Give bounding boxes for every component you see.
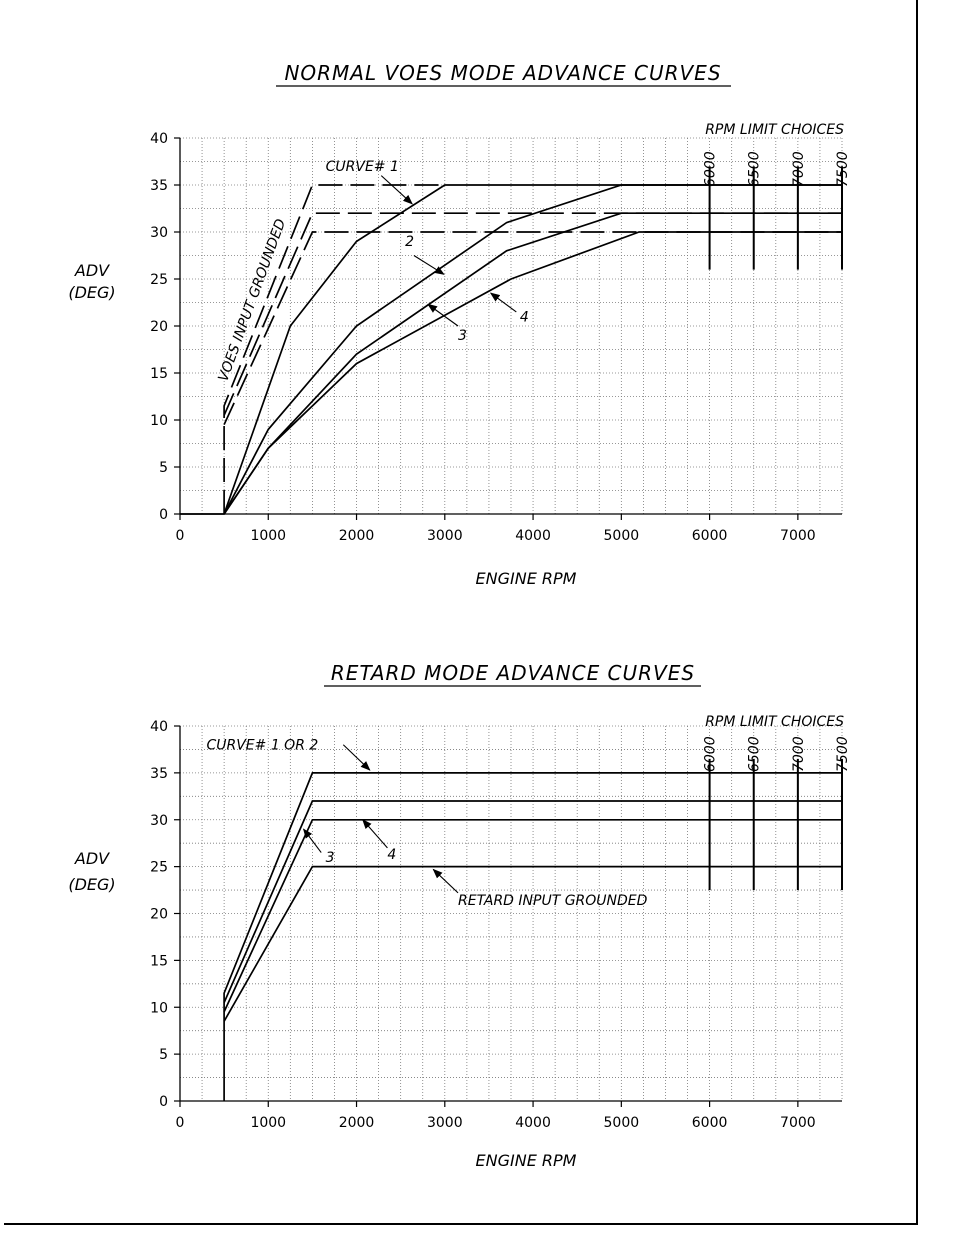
rpm-limit-title: RPM LIMIT CHOICES [705, 714, 844, 730]
annotation-label: RETARD INPUT GROUNDED [458, 893, 648, 910]
rpm-limit-label: 6500 [746, 151, 763, 187]
x-tick-label: 4000 [515, 1115, 551, 1131]
y-axis-label-line2: (DEG) [68, 875, 116, 894]
annotation-label: 4 [387, 847, 397, 864]
y-tick-label: 20 [150, 319, 168, 335]
x-tick-label: 1000 [250, 528, 287, 544]
rpm-limit-label: 6000 [702, 736, 719, 772]
y-tick-label: 30 [150, 225, 168, 241]
chart-title: RETARD MODE ADVANCE CURVES [330, 661, 696, 685]
chart-title: NORMAL VOES MODE ADVANCE CURVES [284, 61, 722, 85]
x-axis-label: ENGINE RPM [475, 569, 577, 588]
page-frame [4, 0, 918, 1225]
x-axis-label: ENGINE RPM [475, 1151, 577, 1170]
x-tick-label: 2000 [338, 1115, 375, 1131]
y-tick-label: 10 [150, 413, 168, 429]
y-axis-label-line1: ADV [74, 261, 110, 280]
y-tick-label: 15 [150, 366, 168, 382]
x-tick-label: 7000 [780, 528, 816, 544]
annotation-label: CURVE# 1 OR 2 [206, 737, 319, 754]
y-tick-label: 35 [150, 765, 168, 782]
y-tick-label: 0 [159, 507, 168, 523]
rpm-limit-label: 6000 [702, 151, 719, 187]
y-tick-label: 30 [150, 812, 168, 829]
rpm-limit-label: 6500 [746, 736, 763, 772]
y-axis-label-line2: (DEG) [68, 283, 116, 302]
y-tick-label: 10 [150, 1000, 168, 1017]
x-tick-label: 6000 [691, 528, 728, 544]
y-tick-label: 35 [150, 178, 168, 194]
rpm-limit-label: 7500 [835, 736, 851, 772]
y-tick-label: 5 [159, 1047, 168, 1064]
y-tick-label: 15 [150, 953, 168, 970]
annotation-label: VOES INPUT GROUNDED [215, 216, 290, 384]
y-tick-label: 20 [150, 906, 168, 923]
y-tick-label: 25 [150, 272, 168, 288]
x-tick-label: 7000 [780, 1115, 816, 1131]
x-tick-label: 1000 [250, 1115, 287, 1131]
x-tick-label: 5000 [603, 528, 640, 544]
rpm-limit-label: 7000 [790, 151, 807, 187]
x-tick-label: 4000 [515, 528, 551, 544]
x-tick-label: 2000 [338, 528, 375, 544]
annotation-label: CURVE# 1 [325, 158, 399, 175]
annotation-label: 2 [405, 234, 415, 251]
x-tick-label: 6000 [691, 1115, 728, 1131]
y-tick-label: 25 [150, 859, 168, 876]
y-tick-label: 0 [159, 1094, 168, 1110]
rpm-limit-label: 7000 [790, 736, 807, 772]
y-axis-label-line1: ADV [74, 849, 110, 868]
x-tick-label: 3000 [426, 528, 463, 544]
annotation-label: 4 [519, 309, 529, 326]
y-tick-label: 40 [150, 131, 168, 147]
rpm-limit-label: 7500 [835, 151, 851, 187]
annotation-label: 3 [458, 328, 467, 345]
y-tick-label: 40 [150, 719, 168, 735]
x-tick-label: 3000 [426, 1115, 463, 1131]
y-tick-label: 5 [159, 460, 168, 476]
rpm-limit-title: RPM LIMIT CHOICES [705, 122, 844, 138]
x-tick-label: 0 [175, 528, 185, 544]
annotation-label: 3 [325, 849, 335, 866]
x-tick-label: 0 [175, 1115, 185, 1131]
x-tick-label: 5000 [603, 1115, 640, 1131]
